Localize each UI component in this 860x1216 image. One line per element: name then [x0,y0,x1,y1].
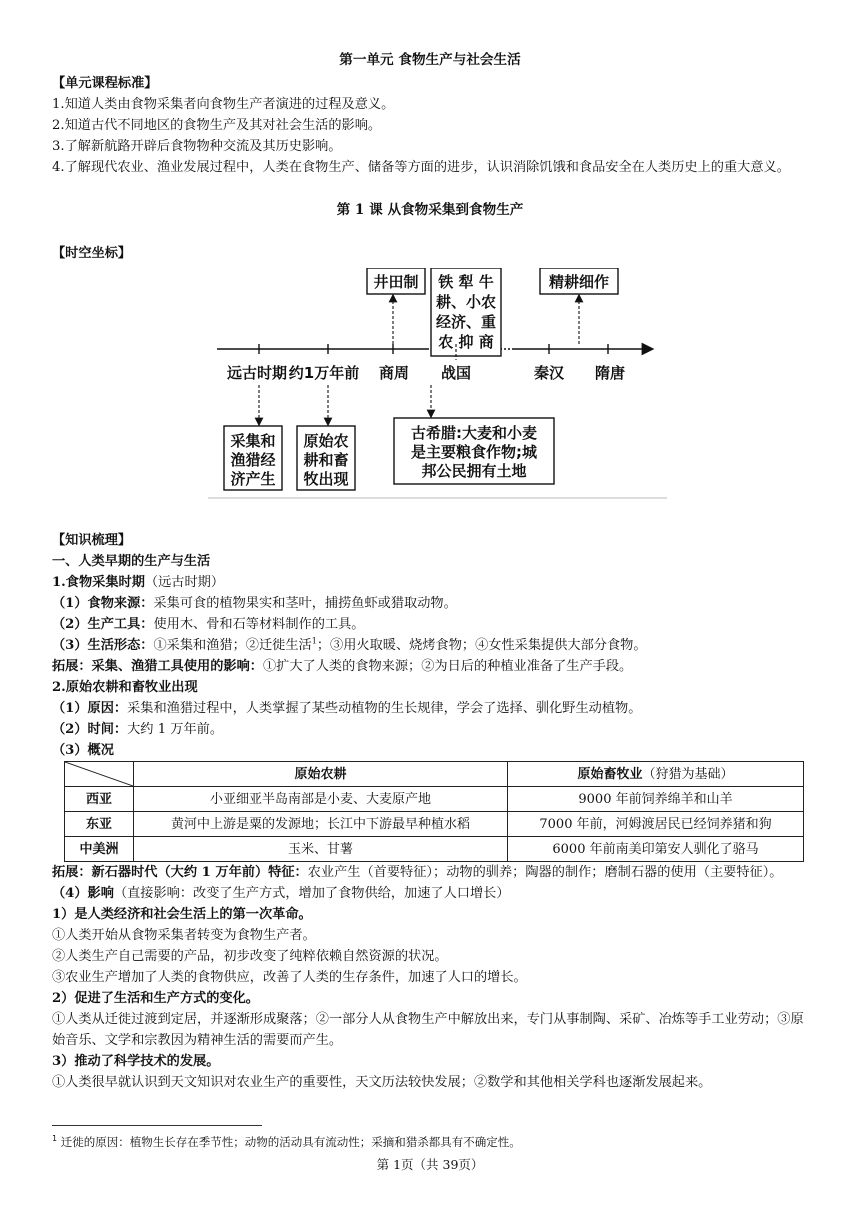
period-label: 秦汉 [533,364,565,382]
timeline-diagram [52,268,808,530]
bottom-box-text: 济产生 [230,470,276,488]
impact-line: ①人类开始从食物采集者转变为食物生产者。 [52,928,316,943]
item-text: 采集和渔猎过程中，人类掌握了某些动植物的生长规律，学会了选择、驯化野生动植物。 [127,701,642,716]
table-cell: 7000 年前，河姆渡居民已经饲养猪和狗 [508,812,804,837]
subsection-title-text: 1.食物采集时期 [52,575,145,590]
table-cell: 玉米、甘薯 [134,837,508,862]
bottom-box-text: 原始农 [303,432,349,450]
extension-note [52,862,808,883]
standards-heading: 【单元课程标准】 [52,76,158,91]
extension-text: 农业产生（首要特征）；动物的驯养；陶器的制作；磨制石器的使用（主要特征）。 [307,865,783,880]
top-box-text: 农 抑 商 [438,333,494,351]
footnote-separator [52,1125,262,1126]
list-item [52,593,808,614]
item-text: 使用木、骨和石等材料制作的工具。 [153,617,365,632]
extension-label: 拓展：新石器时代（大约 1 万年前）特征： [52,865,308,880]
table-header-cell [508,762,804,787]
table-row-header: 西亚 [65,787,134,812]
item-label: （2）生产工具： [52,617,154,632]
header-text: 原始畜牧业 [577,766,643,782]
item-label: （1）原因： [52,701,128,716]
extension-note [52,656,808,677]
table-row [65,812,804,837]
standard-item: 2.知道古代不同地区的食物生产及其对社会生活的影响。 [52,118,382,133]
header-note: （狩猎为基础） [642,766,734,782]
top-box-text: 井田制 [373,273,419,291]
top-box-text: 铁 犁 牛 [438,273,494,291]
item-text: （直接影响：改变了生产方式，增加了食物供给，加速了人口增长） [113,886,510,901]
item-text: 采集可食的植物果实和茎叶，捕捞鱼虾或猎取动物。 [153,596,457,611]
subsection-note: （远古时期） [144,575,225,590]
table-cell: 小亚细亚半岛南部是小麦、大麦原产地 [134,787,508,812]
list-item [52,719,808,740]
table-row [65,787,804,812]
list-item: （3）概况 [52,743,114,758]
bottom-box-text: 古希腊:大麦和小麦 [411,424,537,442]
list-item [52,614,808,635]
extension-label: 拓展：采集、渔猎工具使用的影响： [52,659,263,674]
page-number: 第 1页（共 39页） [376,1157,484,1172]
table-row-header: 东亚 [65,812,134,837]
subsection-title [52,572,808,593]
document-page [52,50,808,1093]
overview-table [64,761,804,862]
bottom-box-text: 邦公民拥有土地 [421,462,527,480]
timeline-svg [52,268,812,530]
item-label: （3）生活形态： [52,638,154,653]
table-cell: 黄河中上游是粟的发源地；长江中下游最早种植水稻 [134,812,508,837]
subsection-title: 2.原始农耕和畜牧业出现 [52,680,198,695]
list-item [52,635,808,656]
footnote [52,1134,521,1150]
lesson-title: 第 1 课 从食物采集到食物生产 [336,202,524,218]
item-label: （4）影响 [52,886,114,901]
item-label: （2）时间： [52,722,128,737]
item-text: ；③用火取暖、烧烤食物；④女性采集提供大部分食物。 [316,638,647,653]
list-item [52,883,808,904]
footnote-ref[interactable]: 1 [311,636,317,646]
table-header-row [65,762,804,787]
bottom-box-text: 是主要粮食作物;城 [411,443,537,461]
section-heading: 一、人类早期的生产与生活 [52,554,211,569]
standard-item: 4.了解现代农业、渔业发展过程中，人类在食物生产、储备等方面的进步，认识消除饥饿和食品安全在人类历史上的重大意义。 [52,160,790,175]
period-label: 远古时期 [226,364,288,382]
period-label: 隋唐 [594,364,626,382]
unit-title: 第一单元 食物生产与社会生活 [339,52,521,68]
item-text: 大约 1 万年前。 [127,722,224,737]
top-box-text: 经济、重 [435,313,497,331]
knowledge-heading: 【知识梳理】 [52,533,132,548]
item-label: （1）食物来源： [52,596,154,611]
timeline-heading: 【时空坐标】 [52,246,132,261]
table-row-header: 中美洲 [65,837,134,862]
impact-line: ①人类很早就认识到天文知识对农业生产的重要性，天文历法较快发展；②数学和其他相关学科也逐渐发展起来。 [52,1075,712,1090]
extension-text: ①扩大了人类的食物来源；②为日后的种植业准备了生产手段。 [263,659,633,674]
standard-item: 1.知道人类由食物采集者向食物生产者演进的过程及意义。 [52,97,395,112]
impact-title: 1）是人类经济和社会生活上的第一次革命。 [52,907,312,922]
period-label: 战国 [440,364,472,382]
impact-title: 2）促进了生活和生产方式的变化。 [52,991,259,1006]
period-label: 约1万年前 [288,364,360,382]
top-box-text: 精耕细作 [548,273,610,291]
period-label: 商周 [378,364,410,382]
bottom-box-text: 耕和畜 [303,451,349,469]
table-cell: 6000 年前南美印第安人驯化了骆马 [508,837,804,862]
impact-line: ③农业生产增加了人类的食物供应，改善了人类的生存条件，加速了人口的增长。 [52,970,527,985]
table-cell: 9000 年前饲养绵羊和山羊 [508,787,804,812]
table-header-cell: 原始农耕 [134,762,508,787]
impact-title: 3）推动了科学技术的发展。 [52,1054,220,1069]
impact-line: ②人类生产自己需要的产品，初步改变了纯粹依赖自然资源的状况。 [52,949,448,964]
impact-line: ①人类从迁徙过渡到定居，并逐渐形成聚落；②一部分人从食物生产中解放出来，专门从事制陶、采矿、冶炼等手工业劳动；③原始音乐、文学和宗教因为精神生活的需要而产生。 [52,1012,804,1048]
footnote-mark: 1 [52,1134,58,1144]
item-text: ①采集和渔猎；②迁徙生活 [153,638,312,653]
diagonal-line [65,762,133,786]
bottom-box-text: 牧出现 [303,470,349,488]
standard-item: 3.了解新航路开辟后食物物种交流及其历史影响。 [52,139,342,154]
top-box-text: 耕、小农 [435,293,497,311]
bottom-box-text: 渔猎经 [230,451,276,469]
footnote-text: 迁徙的原因：植物生长存在季节性；动物的活动具有流动性；采摘和猎杀都具有不确定性。 [60,1135,521,1149]
list-item [52,698,808,719]
table-corner-cell [65,762,134,787]
table-row [65,837,804,862]
bottom-box-text: 采集和 [230,432,276,450]
